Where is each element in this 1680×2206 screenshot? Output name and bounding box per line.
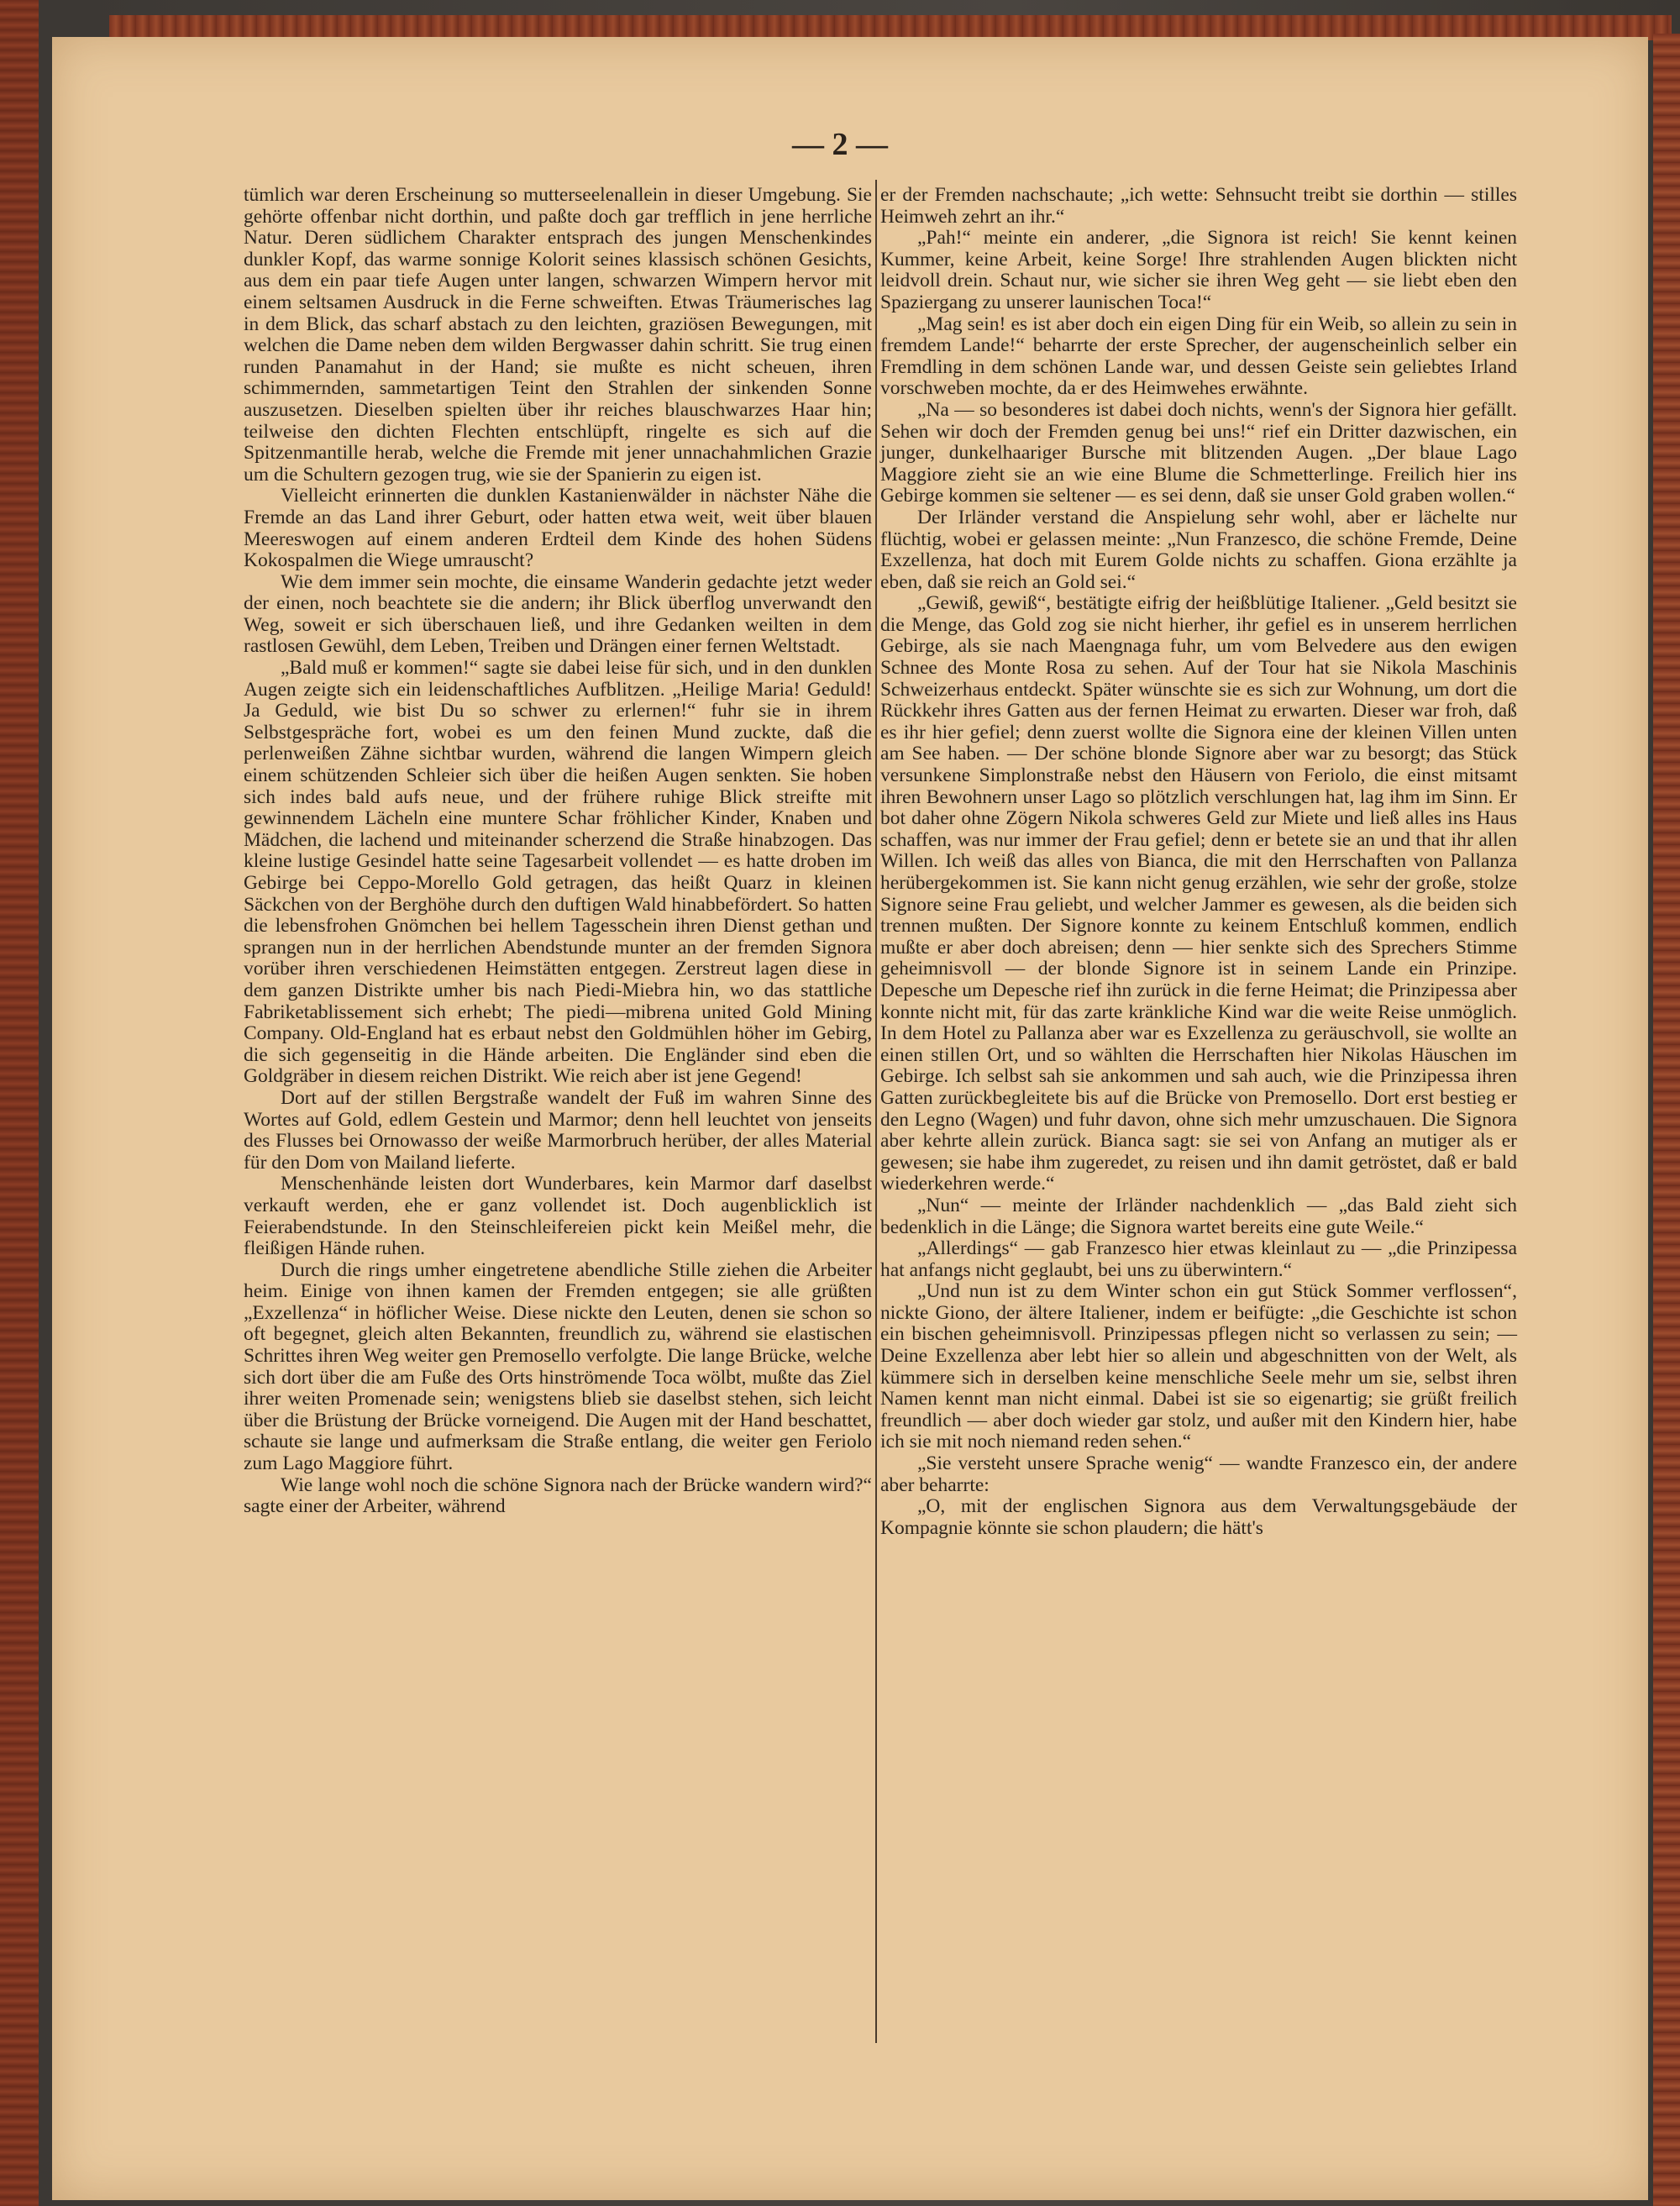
paragraph: „Gewiß, gewiß“, bestätigte eifrig der heißblütige Italiener. „Geld besitzt sie die Menge, das Gold zog sie nicht hierher, ihr gefiel es in unserem herrlichen Gebirge, als sie nach Maengnaga fuhr, um vom Belvedere aus den ewigen Schnee des Monte Rosa zu sehen. Auf der Tour hat sie Nikola Maschinis Schweizerhaus entdeckt. Später wünschte sie es sich zur Wohnung, um dort die Rückkehr ihres Gatten aus der fernen Heimat zu erwarten. Dieser war froh, daß es ihr hier gefiel; denn zuerst wollte die Signora eine der kleinen Villen unten am See haben. — Der schöne blonde Signore aber war zu besorgt; das Stück versunkene Simplonstraße nebst den Häusern von Feriolo, die einst mitsamt ihren Bewohnern unser Lago so plötzlich verschlungen hat, lag ihm im Sinn. Er bot daher ohne Zögern Nikola schweres Geld zur Miete und ließ alles ins Haus schaffen, was nur immer der Frau gefiel; denn er betete sie an und that ihr allen Willen. Ich weiß das alles von Bianca, die mit den Herrschaften von Pallanza herübergekommen ist. Sie kann nicht genug erzählen, wie sehr der große, stolze Signore seine Frau geliebt, und welcher Jammer es gewesen, als die beiden sich trennen mußten. Der Signore konnte zu keinem Entschluß kommen, endlich mußte er aber doch abreisen; denn — hier senkte sich des Sprechers Stimme geheimnisvoll — der blonde Signore ist in seinem Lande ein Prinzipe. Depesche um Depesche rief ihn zurück in die ferne Heimat; die Prinzipessa aber konnte nicht mit, für das zarte kränkliche Kind war die weite Reise unmöglich. In dem Hotel zu Pallanza aber war es Exzellenza zu geräuschvoll, sie wollte an einen stillen Ort, und so wählten die Herrschaften hier Nikolas Häuschen im Gebirge. Ich selbst sah sie ankommen und sah auch, wie die Prinzipessa ihren Gatten zurückbegleitete bis auf die Brücke von Premosello. Dort erst bestieg er den Legno (Wagen) und fuhr davon, ohne sich mehr umzuschauen. Die Signora aber kehrte allein zurück. Bianca sagt: sie sei von Anfang an mutiger als er gewesen; sie habe ihm zugeredet, zu reisen und ihn damit getröstet, daß er bald wiederkehren werde.“ (880, 592, 1517, 1195)
paragraph: „Mag sein! es ist aber doch ein eigen Ding für ein Weib, so allein zu sein in fremdem Lande!“ beharrte der erste Sprecher, der augenscheinlich selber ein Fremdling in dem schönen Lande war, und dessen Geiste sein geliebtes Irland vorschweben mochte, da er des Heimwehes erwähnte. (880, 313, 1517, 400)
paragraph: Wie dem immer sein mochte, die einsame Wanderin gedachte jetzt weder der einen, noch beachtete sie die andern; ihr Blick überflog unverwandt den Weg, soweit er sich überschauen ließ, und ihre Gedanken weilten in dem rastlosen Gewühl, dem Leben, Treiben und Drängen einer fernen Weltstadt. (244, 570, 872, 658)
text-column-right (880, 185, 1517, 1539)
column-divider (875, 180, 877, 2043)
paragraph: er der Fremden nachschaute; „ich wette: Sehnsucht treibt sie dorthin — stilles Heimweh zehrt an ihr.“ (880, 184, 1517, 228)
paragraph: Dort auf der stillen Bergstraße wandelt der Fuß im wahren Sinne des Wortes auf Gold, edlem Gestein und Marmor; denn hell leuchtet von jenseits des Flusses bei Ornowasso der weiße Marmorbruch herüber, der alles Material für den Dom von Mailand lieferte. (244, 1086, 872, 1174)
paragraph: Der Irländer verstand die Anspielung sehr wohl, aber er lächelte nur flüchtig, wobei er gelassen meinte: „Nun Franzesco, die schöne Fremde, Deine Exzellenza, hat doch mit Eurem Golde nichts zu schaffen. Giona erzählte ja eben, daß sie reich an Gold sei.“ (880, 506, 1517, 593)
paragraph: Vielleicht erinnerten die dunklen Kastanienwälder in nächster Nähe die Fremde an das Land ihrer Geburt, oder hatten etwa weit, weit über blauen Meereswogen auf einem anderen Erdteil dem Kinde des hohen Südens Kokospalmen die Wiege umrauscht? (244, 485, 872, 572)
binding-edge-right (1653, 34, 1680, 2206)
paragraph: tümlich war deren Erscheinung so mutterseelenallein in dieser Umgebung. Sie gehörte offenbar nicht dorthin, und paßte doch gar trefflich in jene herrliche Natur. Deren südlichem Charakter entsprach des jungen Menschenkindes dunkler Kopf, das warme sonnige Kolorit seines klassisch schönen Gesichts, aus dem ein paar tiefe Augen unter langen, schwarzen Wimpern hervor mit einem seltsamen Ausdruck in die Ferne schweiften. Etwas Träumerisches lag in dem Blick, das scharf abstach zu den leichten, graziösen Bewegungen, mit welchen die Dame neben dem wilden Bergwasser dahin schritt. Sie trug einen runden Panamahut in der Hand; sie mußte es nicht scheuen, ihren schimmernden, sammetartigen Teint den Strahlen der sinkenden Sonne auszusetzen. Dieselben spielten über ihr reiches blauschwarzes Haar hin; teilweise den dichten Flechten entschlüpft, ringelte es sich auf die Spitzenmantille herab, welche die Fremde mit jener unnachahmlichen Grazie um die Schultern gezogen trug, wie sie der Spanierin zu eigen ist. (244, 184, 872, 486)
paragraph: „Und nun ist zu dem Winter schon ein gut Stück Sommer verflossen“, nickte Giono, der ältere Italiener, indem er beifügte: „die Geschichte ist schon ein bischen geheimnisvoll. Prinzipessas pflegen nicht so verlassen zu sein; — Deine Exzellenza aber lebt hier so allein und abgeschnitten von der Welt, als kümmere sich in derselben keine menschliche Seele mehr um sie, selbst ihren Namen kennt man nicht einmal. Dabei ist sie so eigenartig; sie grüßt freilich freundlich — aber doch wieder gar stolz, und außer mit den Kindern hier, habe ich sie mit noch niemand reden sehen.“ (880, 1280, 1517, 1453)
paragraph: Wie lange wohl noch die schöne Signora nach der Brücke wandern wird?“ sagte einer der Arbeiter, während (244, 1473, 872, 1518)
text-column-left (244, 185, 872, 1518)
paragraph: „Bald muß er kommen!“ sagte sie dabei leise für sich, und in den dunklen Augen zeigte sich ein leidenschaftliches Aufblitzen. „Heilige Maria! Geduld! Ja Geduld, wie bist Du so schwer zu erlernen!“ fuhr sie in ihrem Selbstgespräche fort, wobei es um den feinen Mund zuckte, daß die perlenweißen Zähne sichtbar wurden, während die langen Wimpern gleich einem schützenden Schleier sich über die heißen Augen senkten. Sie hoben sich indes bald aufs neue, und der frühere ruhige Blick streifte mit gewinnendem Lächeln eine muntere Schar fröhlicher Kinder, Knaben und Mädchen, die lachend und miteinander scherzend die Straße hinabzogen. Das kleine lustige Gesindel hatte seine Tagesarbeit vollendet — es hatte droben im Gebirge bei Ceppo-Morello Gold getragen, das heißt Quarz in kleinen Säckchen von der Berghöhe durch den duftigen Wald hinabbefördert. So hatten die lebensfrohen Gnömchen bei hellem Tagesschein ihren Dienst gethan und sprangen nun in der herrlichen Abendstunde munter an der fremden Signora vorüber ihren verschiedenen Heimstätten entgegen. Zerstreut lagen diese in dem ganzen Distrikte umher bis nach Piedi-Miebra hin, wo das stattliche Fabriketablissement sich erhebt; The piedi—mibrena united Gold Mining Company. Old-England hat es erbaut nebst den Goldmühlen höher im Gebirg, die sich gegenseitig in die Hände arbeiten. Die Engländer sind eben die Goldgräber in diesem reichen Distrikt. Wie reich aber ist jene Gegend! (244, 657, 872, 1088)
paragraph: „Na — so besonderes ist dabei doch nichts, wenn's der Signora hier gefällt. Sehen wir doch der Fremden genug bei uns!“ rief ein Dritter dazwischen, ein junger, dunkelhaariger Bursche mit blitzenden Augen. „Der blaue Lago Maggiore zieht sie an wie eine Blume die Schmetterlinge. Freilich hier ins Gebirge kommen sie seltener — es sei denn, daß sie unser Gold graben wollen.“ (880, 398, 1517, 507)
paragraph: „Nun“ — meinte der Irländer nachdenklich — „das Bald zieht sich bedenklich in die Länge; die Signora wartet bereits eine gute Weile.“ (880, 1194, 1517, 1238)
paragraph: „Allerdings“ — gab Franzesco hier etwas kleinlaut zu — „die Prinzipessa hat anfangs nicht geglaubt, bei uns zu überwintern.“ (880, 1237, 1517, 1281)
binding-edge-left (0, 0, 39, 2206)
paragraph: Menschenhände leisten dort Wunderbares, kein Marmor darf daselbst verkauft werden, ehe er ganz vollendet ist. Doch augenblicklich ist Feierabendstunde. In den Steinschleifereien pickt kein Meißel mehr, die fleißigen Hände ruhen. (244, 1173, 872, 1260)
paragraph: „Sie versteht unsere Sprache wenig“ — wandte Franzesco ein, der andere aber beharrte: (880, 1452, 1517, 1496)
paragraph: „O, mit der englischen Signora aus dem Verwaltungsgebäude der Kompagnie könnte sie schon plaudern; die hätt's (880, 1495, 1517, 1539)
paragraph: „Pah!“ meinte ein anderer, „die Signora ist reich! Sie kennt keinen Kummer, keine Arbeit, keine Sorge! Ihre strahlenden Augen blickten nicht leidvoll drein. Schaut nur, wie sicher sie ihren Weg geht — sie liebt eben den Spaziergang zu unserer launischen Toca!“ (880, 227, 1517, 313)
paragraph: Durch die rings umher eingetretene abendliche Stille ziehen die Arbeiter heim. Einige von ihnen kamen der Fremden entgegen; sie alle grüßten „Exzellenza“ in höflicher Weise. Diese nickte den Leuten, denen sie schon so oft begegnet, gleich alten Bekannten, freundlich zu, während sie elastischen Schrittes ihren Weg weiter gen Premosello verfolgte. Die lange Brücke, welche sich dort über die am Fuße des Orts hinströmende Toca wölbt, mußte das Ziel ihrer weiten Promenade sein; wenigstens blieb sie daselbst stehen, sich leicht über die Brüstung der Brücke vorneigend. Die Augen mit der Hand beschattet, schaute sie lange und aufmerksam die Straße entlang, die weiter gen Feriolo zum Lago Maggiore führt. (244, 1258, 872, 1475)
page-number: — 2 — (792, 127, 888, 162)
